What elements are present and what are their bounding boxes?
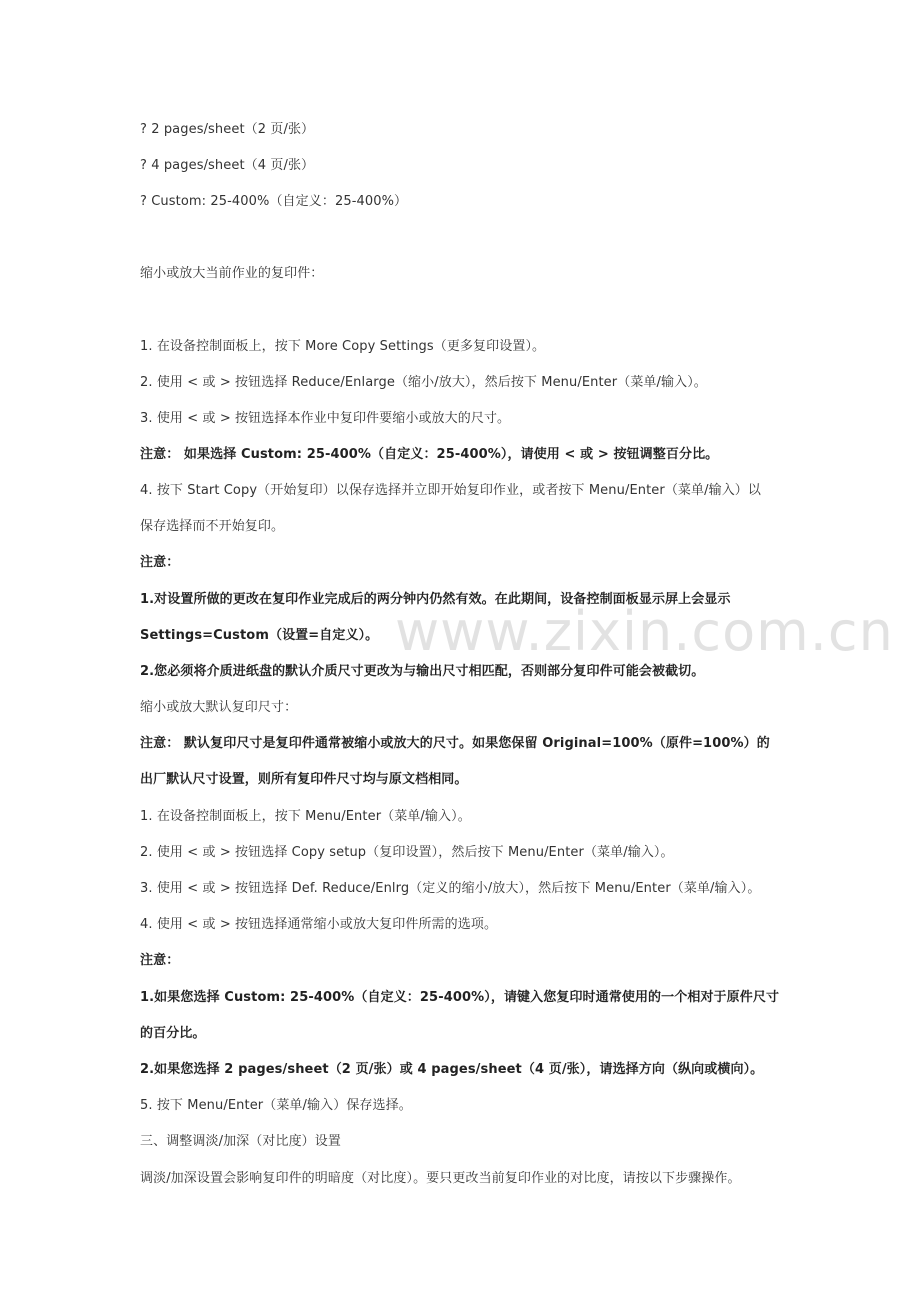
note-line: 出厂默认尺寸设置，则所有复印件尺寸均与原文档相同。: [140, 772, 468, 787]
paragraph-line: ? 2 pages/sheet（2 页/张）: [140, 122, 315, 137]
paragraph-line: 1. 在设备控制面板上，按下 More Copy Settings（更多复印设置）。: [140, 339, 546, 354]
note-heading: 注意：: [140, 555, 180, 570]
paragraph-line: 4. 使用 < 或 > 按钮选择通常缩小或放大复印件所需的选项。: [140, 917, 498, 932]
paragraph-line: ? Custom: 25-400%（自定义：25-400%）: [140, 194, 408, 209]
note-line: 2.如果您选择 2 pages/sheet（2 页/张）或 4 pages/sheet（4 页/张），请选择方向（纵向或横向）。: [140, 1062, 764, 1077]
paragraph-line: 保存选择而不开始复印。: [140, 519, 285, 534]
note-line: 的百分比。: [140, 1026, 206, 1041]
paragraph-line: 2. 使用 < 或 > 按钮选择 Copy setup（复印设置），然后按下 Menu/Enter（菜单/输入）。: [140, 845, 674, 860]
note-line: 注意： 如果选择 Custom: 25-400%（自定义：25-400%），请使用 < 或 > 按钮调整百分比。: [140, 447, 719, 462]
paragraph-line: 调淡/加深设置会影响复印件的明暗度（对比度）。要只更改当前复印作业的对比度，请按以下步骤操作。: [140, 1171, 741, 1186]
paragraph-line: 缩小或放大当前作业的复印件：: [140, 266, 324, 281]
note-heading: 注意：: [140, 953, 180, 968]
paragraph-line: 2. 使用 < 或 > 按钮选择 Reduce/Enlarge（缩小/放大），然后按下 Menu/Enter（菜单/输入）。: [140, 375, 707, 390]
paragraph-line: 4. 按下 Start Copy（开始复印）以保存选择并立即开始复印作业，或者按下 Menu/Enter（菜单/输入）以: [140, 483, 762, 498]
watermark: www.zixin.com.cn: [395, 600, 894, 663]
note-line: 1.对设置所做的更改在复印作业完成后的两分钟内仍然有效。在此期间，设备控制面板显示屏上会显示: [140, 592, 731, 607]
paragraph-line: 3. 使用 < 或 > 按钮选择本作业中复印件要缩小或放大的尺寸。: [140, 411, 511, 426]
paragraph-line: 5. 按下 Menu/Enter（菜单/输入）保存选择。: [140, 1098, 412, 1113]
paragraph-line: 3. 使用 < 或 > 按钮选择 Def. Reduce/Enlrg（定义的缩小/放大），然后按下 Menu/Enter（菜单/输入）。: [140, 881, 761, 896]
note-line: 2.您必须将介质进纸盘的默认介质尺寸更改为与输出尺寸相匹配，否则部分复印件可能会被截切。: [140, 664, 705, 679]
paragraph-line: 缩小或放大默认复印尺寸：: [140, 700, 298, 715]
paragraph-line: ? 4 pages/sheet（4 页/张）: [140, 158, 315, 173]
note-line: Settings=Custom（设置=自定义）。: [140, 628, 379, 643]
section-heading: 三、调整调淡/加深（对比度）设置: [140, 1134, 341, 1149]
paragraph-line: 1. 在设备控制面板上，按下 Menu/Enter（菜单/输入）。: [140, 809, 471, 824]
note-line: 注意： 默认复印尺寸是复印件通常被缩小或放大的尺寸。如果您保留 Original=100%（原件=100%）的: [140, 736, 770, 751]
note-line: 1.如果您选择 Custom: 25-400%（自定义：25-400%），请键入您复印时通常使用的一个相对于原件尺寸: [140, 990, 780, 1005]
